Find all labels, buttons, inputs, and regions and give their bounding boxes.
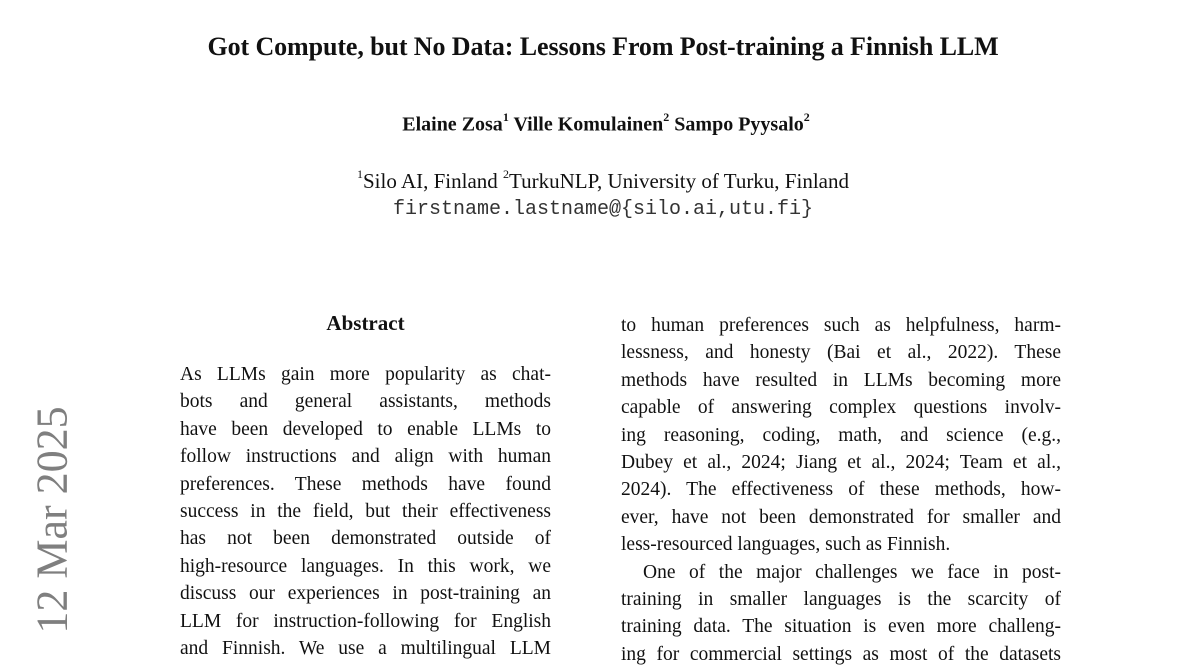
introduction-body (621, 312, 1061, 668)
intro-line: to human preferences such as helpfulness, harm- (621, 315, 1061, 336)
intro-line: less-resourced languages, such as Finnish. (621, 534, 951, 556)
author-list (0, 112, 1200, 137)
author-affiliation-mark: 1 (502, 110, 509, 124)
abstract-line: preferences. These methods have found (180, 473, 551, 495)
author-name: Elaine Zosa (402, 113, 503, 136)
affiliation-mark: 2 (503, 167, 510, 181)
abstract-line: As LLMs gain more popularity as chat- (180, 364, 551, 385)
intro-line: training data. The situation is even more challeng- (621, 616, 1061, 638)
affiliations (0, 169, 1200, 194)
intro-line: training in smaller languages is the scarcity of (621, 588, 1061, 610)
abstract-line: bots and general assistants, methods (180, 391, 551, 413)
abstract-line: LLM for instruction-following for English (180, 610, 551, 632)
author-name: Ville Komulainen (513, 113, 664, 136)
abstract-line: have been developed to enable LLMs to (180, 418, 551, 440)
intro-line: Dubey et al., 2024; Jiang et al., 2024; Team et al., (621, 451, 1061, 473)
paper-title: Got Compute, but No Data: Lessons From Post-training a Finnish LLM (207, 32, 999, 61)
abstract-line: and Finnish. We use a multilingual LLM (180, 637, 551, 659)
affiliation-text: Silo AI, Finland (363, 169, 498, 193)
abstract-line: has not been demonstrated outside of (180, 528, 551, 550)
intro-line: 2024). The effectiveness of these methods, how- (621, 479, 1061, 501)
intro-line: methods have resulted in LLMs becoming more (621, 369, 1061, 391)
abstract-line: success in the field, but their effectiveness (180, 500, 551, 522)
abstract-line: follow instructions and align with human (180, 446, 551, 468)
intro-line: ing reasoning, coding, math, and science (e.g., (621, 424, 1061, 446)
abstract-heading: Abstract (326, 311, 405, 335)
arxiv-date-stamp: 12 Mar 2025 (27, 406, 77, 634)
affiliation-mark: 1 (357, 167, 363, 181)
intro-line: ever, have not been demonstrated for smaller and (621, 506, 1061, 528)
intro-line: capable of answering complex questions involv- (621, 397, 1061, 419)
author-name: Sampo Pyysalo (674, 113, 804, 136)
author-affiliation-mark: 2 (663, 110, 670, 124)
abstract-body (180, 361, 551, 662)
abstract-line: discuss our experiences in post-training an (180, 583, 551, 605)
intro-line: ing for commercial settings as most of the datasets (621, 643, 1061, 665)
author-affiliation-mark: 2 (803, 110, 810, 124)
author-email: firstname.lastname@{silo.ai,utu.fi} (392, 198, 814, 221)
intro-line: One of the major challenges we face in post- (643, 561, 1061, 583)
affiliation-text: TurkuNLP, University of Turku, Finland (509, 169, 849, 193)
intro-line: lessness, and honesty (Bai et al., 2022). These (621, 342, 1061, 364)
abstract-line: high-resource languages. In this work, we (180, 555, 551, 577)
